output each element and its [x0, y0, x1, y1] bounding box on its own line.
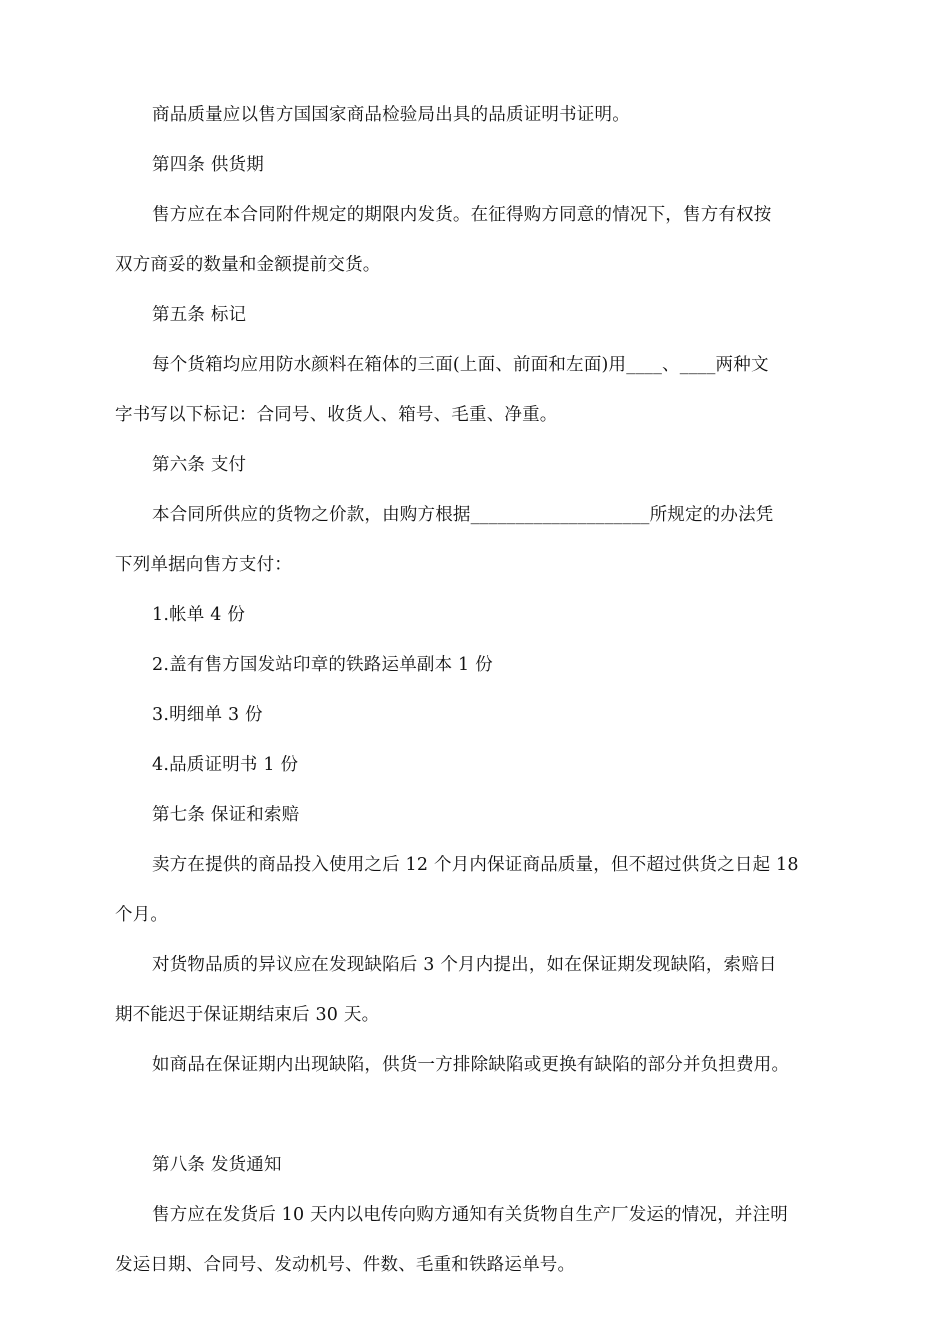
list-item-quality-certificate: 4.品质证明书 1 份: [152, 755, 299, 775]
heading-article-5: 第五条 标记: [152, 305, 247, 325]
paragraph-warranty-line-2: 个月。: [115, 905, 169, 925]
paragraph-quality-certificate: 商品质量应以售方国国家商品检验局出具的品质证明书证明。: [152, 105, 630, 125]
paragraph-marking-line-2: 字书写以下标记：合同号、收货人、箱号、毛重、净重。: [115, 405, 558, 425]
paragraph-objection-line-1: 对货物品质的异议应在发现缺陷后 3 个月内提出，如在保证期发现缺陷，索赔日: [152, 955, 777, 975]
paragraph-warranty-line-1: 卖方在提供的商品投入使用之后 12 个月内保证商品质量，但不超过供货之日起 18: [152, 855, 799, 875]
heading-article-8: 第八条 发货通知: [152, 1155, 282, 1175]
paragraph-defect-remedy: 如商品在保证期内出现缺陷，供货一方排除缺陷或更换有缺陷的部分并负担费用。: [152, 1055, 790, 1075]
list-item-invoice: 1.帐单 4 份: [152, 605, 246, 625]
paragraph-delivery-line-2: 双方商妥的数量和金额提前交货。: [115, 255, 381, 275]
paragraph-objection-line-2: 期不能迟于保证期结束后 30 天。: [115, 1005, 380, 1025]
heading-article-6: 第六条 支付: [152, 455, 247, 475]
paragraph-delivery-line-1: 售方应在本合同附件规定的期限内发货。在征得购方同意的情况下，售方有权按: [152, 205, 772, 225]
heading-article-4: 第四条 供货期: [152, 155, 264, 175]
heading-article-7: 第七条 保证和索赔: [152, 805, 300, 825]
list-item-railway-waybill: 2.盖有售方国发站印章的铁路运单副本 1 份: [152, 655, 493, 675]
paragraph-payment-line-2: 下列单据向售方支付：: [115, 555, 292, 575]
paragraph-marking-line-1: 每个货箱均应用防水颜料在箱体的三面(上面、前面和左面)用____、____两种文: [152, 355, 769, 375]
list-item-packing-list: 3.明细单 3 份: [152, 705, 263, 725]
paragraph-payment-line-1: 本合同所供应的货物之价款，由购方根据____________________所规定的办法凭: [152, 505, 774, 525]
paragraph-shipment-notice-line-2: 发运日期、合同号、发动机号、件数、毛重和铁路运单号。: [115, 1255, 576, 1275]
paragraph-shipment-notice-line-1: 售方应在发货后 10 天内以电传向购方通知有关货物自生产厂发运的情况，并注明: [152, 1205, 788, 1225]
